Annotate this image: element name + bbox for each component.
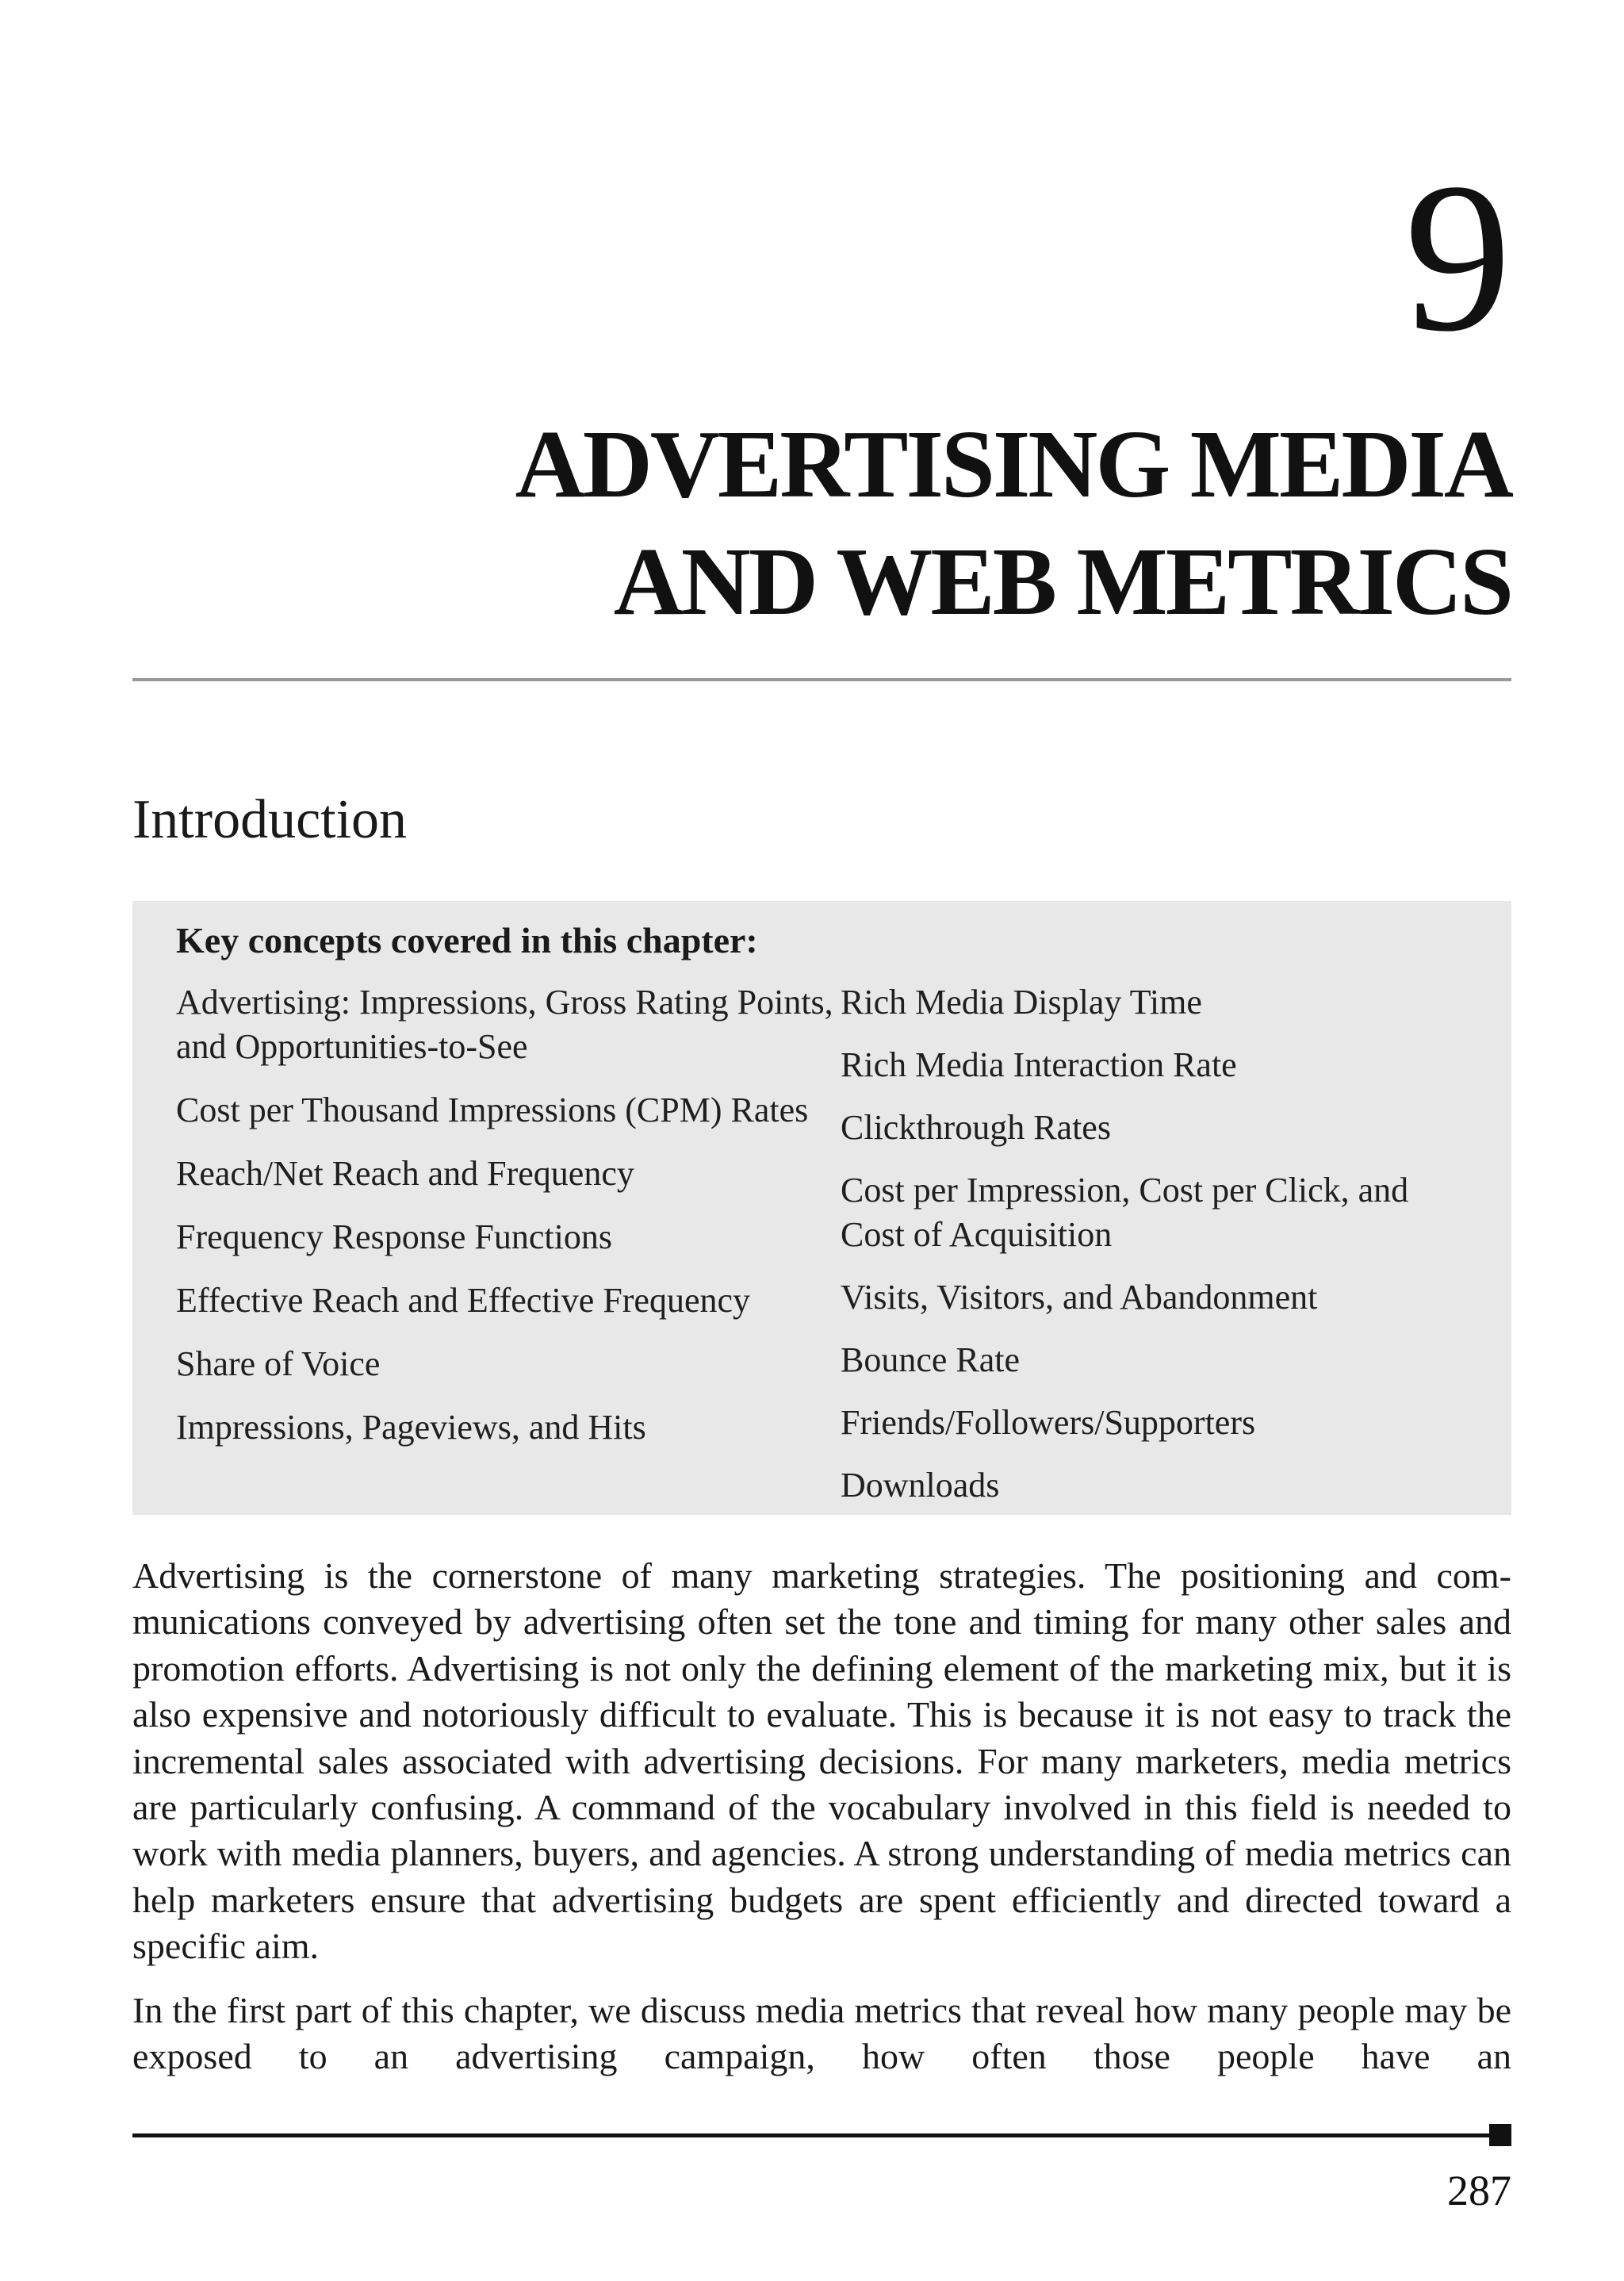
concept-item: Friends/Followers/Supporters xyxy=(841,1403,1256,1442)
concept-item: Bounce Rate xyxy=(841,1340,1021,1379)
body-paragraph: In the first part of this chapter, we discuss media metrics that reveal how many people may be exposed to an advertising campaign, how often those people have an xyxy=(132,1989,1511,2077)
section-heading: Introduction xyxy=(132,789,408,850)
concept-item: Share of Voice xyxy=(176,1344,381,1383)
page-number: 287 xyxy=(1447,2167,1511,2214)
footer-square-marker xyxy=(1489,2124,1511,2146)
body-text xyxy=(132,1553,1511,2097)
concept-item: Clickthrough Rates xyxy=(841,1108,1111,1147)
concept-item: Impressions, Pageviews, and Hits xyxy=(176,1408,646,1447)
concept-item: Cost per Impression, Cost per Click, and Cost of Acquisition xyxy=(841,1171,1409,1254)
chapter-number: 9 xyxy=(1404,139,1511,376)
key-concepts-box xyxy=(132,901,1511,1515)
concept-item: Effective Reach and Effective Frequency xyxy=(176,1281,751,1320)
chapter-title xyxy=(322,406,1511,641)
body-paragraph: Advertising is the cornerstone of many marketing strategies. The positioning and communications conveyed by advertising often set the tone and timing for many other sales and promotion efforts. Advertising is not only the defining element of the marketing mix, but it is also expensive and notoriously difficult to evaluate. This is because it is not easy to track the incremental sales associated with advertising decisions. For many marketers, media metrics are particularly confusing. A command of the vocabulary involved in this field is needed to work with media planners, buyers, and agencies. A strong understanding of media metrics can help marketers ensure that advertising budgets are spent efficiently and directed toward a specific aim. xyxy=(132,1555,1511,1967)
concept-item: Rich Media Display Time xyxy=(841,983,1202,1022)
concept-item: Rich Media Interaction Rate xyxy=(841,1045,1237,1084)
chapter-title-line-2: AND WEB METRICS xyxy=(613,528,1511,635)
concept-item: Visits, Visitors, and Abandonment xyxy=(841,1278,1318,1317)
concept-item: Reach/Net Reach and Frequency xyxy=(176,1154,634,1193)
key-concepts-left-column xyxy=(176,980,834,1469)
concept-item: Cost per Thousand Impressions (CPM) Rates xyxy=(176,1091,809,1129)
concept-item: Frequency Response Functions xyxy=(176,1217,612,1256)
chapter-title-line-1: ADVERTISING MEDIA xyxy=(515,411,1511,518)
title-divider xyxy=(132,678,1511,681)
concept-item: Advertising: Impressions, Gross Rating Points, and Opportunities-to-See xyxy=(176,983,833,1066)
concept-item: Downloads xyxy=(841,1466,1000,1505)
key-concepts-right-column xyxy=(841,980,1443,1526)
key-concepts-header: Key concepts covered in this chapter: xyxy=(176,920,758,960)
footer-rule xyxy=(132,2133,1489,2137)
